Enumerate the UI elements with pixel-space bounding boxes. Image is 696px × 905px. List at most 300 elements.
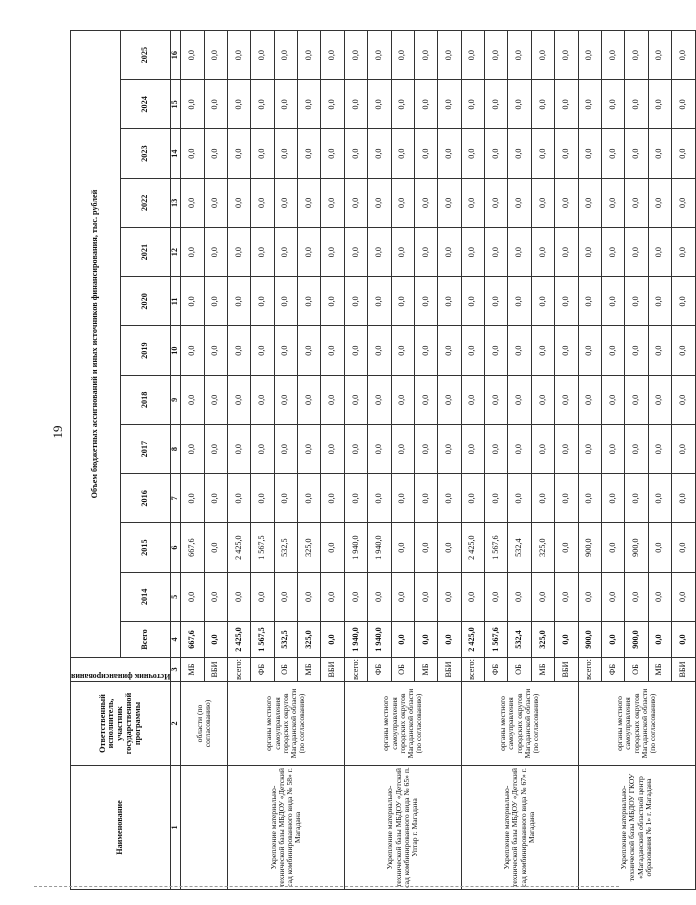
header-year: 2021 [121,228,171,277]
row-value: 0,0 [461,572,484,621]
row-value: 0,0 [555,277,578,326]
row-value: 0,0 [321,375,344,424]
row-value: 0,0 [601,178,624,227]
row-value: 0,0 [672,326,696,375]
row-value: 0,0 [508,474,531,523]
row-source: МБ [531,658,554,682]
row-value: 0,0 [298,326,321,375]
row-value: 0,0 [601,228,624,277]
row-value: 0,0 [227,375,250,424]
row-value: 0,0 [625,375,648,424]
header-source-text: Источник финансирования [71,672,171,681]
row-value: 0,0 [321,80,344,129]
row-value: 0,0 [181,572,204,621]
row-source: МБ [414,658,437,682]
row-value: 0,0 [227,572,250,621]
row-value: 0,0 [601,375,624,424]
row-total: 0,0 [438,622,461,658]
row-value: 0,0 [625,425,648,474]
row-value: 0,0 [368,228,391,277]
row-value: 0,0 [368,31,391,80]
row-value: 0,0 [391,178,414,227]
row-value: 0,0 [601,523,624,572]
row-value: 0,0 [181,425,204,474]
row-name: Укрепление материально-технической базы МБДОУ «Детский сад комбинированного вида № 67» г. Магадана [461,766,578,890]
row-value: 0,0 [344,474,367,523]
row-value: 0,0 [438,228,461,277]
header-executor: Ответственный исполнитель, участник государственной программы [71,682,171,766]
row-value: 0,0 [555,31,578,80]
row-source: ВБИ [321,658,344,682]
row-value: 0,0 [485,277,508,326]
row-value: 0,0 [274,31,297,80]
row-value: 0,0 [274,80,297,129]
row-value: 0,0 [344,178,367,227]
row-value: 0,0 [485,228,508,277]
header-row-numbers [171,31,181,890]
row-value: 0,0 [555,129,578,178]
row-value: 0,0 [672,129,696,178]
row-value: 0,0 [321,178,344,227]
row-value: 0,0 [391,474,414,523]
row-value: 0,0 [648,326,671,375]
row-value: 0,0 [461,326,484,375]
row-value: 0,0 [578,326,601,375]
header-column-number: 11 [171,277,181,326]
row-source: ОБ [625,658,648,682]
row-value: 0,0 [672,375,696,424]
row-value: 0,0 [181,129,204,178]
row-source: ФБ [601,658,624,682]
row-value: 0,0 [344,326,367,375]
row-value: 0,0 [227,277,250,326]
row-value: 0,0 [508,31,531,80]
row-value: 0,0 [625,277,648,326]
row-value: 0,0 [274,326,297,375]
row-value: 0,0 [438,425,461,474]
row-value: 0,0 [508,375,531,424]
row-value: 0,0 [391,326,414,375]
row-value: 0,0 [625,572,648,621]
row-value: 0,0 [368,178,391,227]
row-source: МБ [648,658,671,682]
table-row [578,31,601,890]
row-total: 325,0 [531,622,554,658]
row-value: 0,0 [555,572,578,621]
row-value: 0,0 [461,31,484,80]
row-value: 0,0 [508,425,531,474]
row-value: 0,0 [298,277,321,326]
row-value: 0,0 [368,80,391,129]
row-value: 1 940,0 [368,523,391,572]
row-value: 0,0 [625,129,648,178]
header-total: Всего [121,622,171,658]
row-source: ВБИ [204,658,227,682]
header-year: 2014 [121,572,171,621]
row-value: 0,0 [578,425,601,474]
header-column-number: 15 [171,80,181,129]
row-value: 2 425,0 [227,523,250,572]
row-value: 0,0 [344,129,367,178]
row-value: 0,0 [227,474,250,523]
row-value: 0,0 [181,31,204,80]
row-value: 532,4 [508,523,531,572]
row-value: 0,0 [227,129,250,178]
row-source: ОБ [391,658,414,682]
row-value: 0,0 [672,474,696,523]
row-value: 0,0 [204,572,227,621]
row-source: ФБ [368,658,391,682]
row-value: 0,0 [648,572,671,621]
row-executor: органы местного самоуправления городских округов Магаданской области (по согласованию) [227,682,344,766]
header-year: 2018 [121,375,171,424]
row-value: 0,0 [672,277,696,326]
row-value: 0,0 [321,474,344,523]
row-value: 0,0 [368,129,391,178]
row-value: 0,0 [274,129,297,178]
row-value: 0,0 [508,572,531,621]
row-value: 0,0 [368,326,391,375]
row-value: 0,0 [438,474,461,523]
row-value: 0,0 [344,228,367,277]
row-value: 0,0 [601,425,624,474]
row-value: 0,0 [578,572,601,621]
row-value: 0,0 [344,277,367,326]
header-name: Наименование [71,766,171,890]
row-value: 0,0 [344,31,367,80]
row-value: 0,0 [485,375,508,424]
row-value: 0,0 [601,572,624,621]
row-value: 0,0 [251,474,274,523]
row-value: 0,0 [601,80,624,129]
row-value: 0,0 [298,129,321,178]
row-value: 0,0 [648,228,671,277]
row-value: 0,0 [648,474,671,523]
row-value: 0,0 [578,129,601,178]
row-value: 0,0 [531,80,554,129]
header-column-number: 4 [171,622,181,658]
table-row [227,31,250,890]
row-value: 0,0 [321,326,344,375]
header-row-1 [71,31,121,890]
table-row [461,31,484,890]
row-value: 0,0 [438,178,461,227]
row-value: 0,0 [391,572,414,621]
row-total: 2 425,0 [461,622,484,658]
row-value: 0,0 [274,474,297,523]
row-value: 0,0 [298,375,321,424]
row-value: 0,0 [414,326,437,375]
row-value: 0,0 [251,178,274,227]
row-value: 0,0 [648,31,671,80]
row-value: 0,0 [531,178,554,227]
row-value: 0,0 [531,425,554,474]
row-value: 0,0 [601,31,624,80]
row-value: 0,0 [181,178,204,227]
row-value: 0,0 [508,277,531,326]
row-value: 0,0 [648,178,671,227]
row-total: 0,0 [555,622,578,658]
row-value: 0,0 [391,523,414,572]
row-name: Укрепление материально-технической базы МБДОУ «Детский сад комбинированного вида № 58» г. Магадана [227,766,344,890]
row-value: 0,0 [344,425,367,474]
header-column-number: 13 [171,178,181,227]
header-year: 2025 [121,31,171,80]
row-value: 0,0 [461,178,484,227]
row-value: 0,0 [414,129,437,178]
row-total: 532,5 [274,622,297,658]
row-source: всего: [578,658,601,682]
row-value: 0,0 [485,129,508,178]
row-value: 0,0 [274,375,297,424]
row-value: 0,0 [578,474,601,523]
header-year: 2023 [121,129,171,178]
row-value: 0,0 [625,178,648,227]
rotated-table-wrapper [70,30,687,890]
row-value: 0,0 [298,228,321,277]
row-value: 0,0 [321,129,344,178]
row-value: 0,0 [438,129,461,178]
header-column-number: 2 [171,682,181,766]
row-value: 0,0 [531,375,554,424]
row-total: 0,0 [648,622,671,658]
row-total: 0,0 [672,622,696,658]
row-value: 0,0 [601,277,624,326]
row-value: 0,0 [204,129,227,178]
row-value: 0,0 [321,228,344,277]
row-source: ВБИ [672,658,696,682]
row-value: 0,0 [578,375,601,424]
row-value: 0,0 [181,277,204,326]
row-value: 0,0 [508,80,531,129]
row-total: 1 567,6 [485,622,508,658]
row-value: 0,0 [555,228,578,277]
row-value: 0,0 [298,80,321,129]
row-value: 0,0 [368,572,391,621]
row-value: 0,0 [578,80,601,129]
row-value: 0,0 [344,80,367,129]
row-value: 0,0 [414,474,437,523]
row-value: 0,0 [625,80,648,129]
row-name: Укрепление материально-технической базы МБДОУ «Детский сад комбинированного вида № 65» п. Уптар г. Магадана [344,766,461,890]
row-value: 0,0 [181,228,204,277]
row-value: 0,0 [368,474,391,523]
row-value: 0,0 [555,474,578,523]
row-value: 0,0 [368,425,391,474]
row-value: 0,0 [625,228,648,277]
row-source: ВБИ [555,658,578,682]
row-value: 0,0 [251,572,274,621]
row-total: 2 425,0 [227,622,250,658]
row-value: 0,0 [601,326,624,375]
row-value: 0,0 [274,277,297,326]
row-value: 0,0 [321,572,344,621]
row-value: 0,0 [204,277,227,326]
header-column-number: 12 [171,228,181,277]
row-value: 0,0 [227,326,250,375]
row-value: 0,0 [531,572,554,621]
header-column-number: 3 [171,658,181,682]
row-value: 0,0 [204,523,227,572]
row-value: 0,0 [461,277,484,326]
row-value: 0,0 [485,326,508,375]
row-value: 325,0 [298,523,321,572]
row-total: 0,0 [414,622,437,658]
row-value: 0,0 [531,228,554,277]
row-value: 0,0 [391,129,414,178]
row-source: всего: [227,658,250,682]
header-column-number: 9 [171,375,181,424]
row-value: 0,0 [414,425,437,474]
row-total: 0,0 [391,622,414,658]
row-value: 0,0 [438,326,461,375]
row-value: 0,0 [555,523,578,572]
row-value: 0,0 [251,80,274,129]
row-value: 0,0 [321,31,344,80]
row-value: 0,0 [648,80,671,129]
row-value: 0,0 [298,31,321,80]
row-value: 0,0 [227,178,250,227]
row-value: 0,0 [204,80,227,129]
row-value: 0,0 [227,228,250,277]
header-column-number: 10 [171,326,181,375]
row-value: 0,0 [485,572,508,621]
row-value: 0,0 [181,375,204,424]
row-value: 0,0 [368,375,391,424]
row-value: 1 940,0 [344,523,367,572]
header-year: 2022 [121,178,171,227]
row-total: 1 940,0 [344,622,367,658]
row-value: 0,0 [461,474,484,523]
row-value: 0,0 [438,80,461,129]
row-value: 0,0 [625,474,648,523]
row-value: 0,0 [344,572,367,621]
row-value: 0,0 [391,375,414,424]
row-value: 0,0 [344,375,367,424]
row-value: 0,0 [672,425,696,474]
row-value: 0,0 [672,572,696,621]
row-value: 1 567,6 [485,523,508,572]
bottom-rule [34,886,619,887]
row-value: 0,0 [298,572,321,621]
row-value: 0,0 [181,326,204,375]
row-name [181,766,228,890]
row-value: 0,0 [648,523,671,572]
header-source [71,658,171,682]
row-value: 0,0 [251,326,274,375]
row-name: Укрепление материально-технической базы МБДОУ ГКОУ «Магаданский областной центр образования № 1» г. Магадана [578,766,695,890]
row-executor: органы местного самоуправления городских округов Магаданской области (по согласованию) [578,682,695,766]
header-column-number: 6 [171,523,181,572]
row-value: 0,0 [461,228,484,277]
header-year: 2019 [121,326,171,375]
row-source: ОБ [274,658,297,682]
row-value: 0,0 [274,178,297,227]
row-value: 0,0 [461,425,484,474]
row-value: 0,0 [578,31,601,80]
row-value: 0,0 [204,474,227,523]
row-value: 0,0 [204,228,227,277]
row-value: 0,0 [508,228,531,277]
row-value: 0,0 [251,31,274,80]
row-value: 0,0 [368,277,391,326]
row-value: 0,0 [555,178,578,227]
row-value: 0,0 [298,178,321,227]
row-value: 0,0 [531,474,554,523]
row-value: 0,0 [531,129,554,178]
header-year: 2017 [121,425,171,474]
row-value: 0,0 [251,129,274,178]
row-value: 0,0 [508,326,531,375]
row-value: 0,0 [414,375,437,424]
row-value: 0,0 [601,474,624,523]
row-total: 0,0 [321,622,344,658]
header-column-number: 16 [171,31,181,80]
row-source: МБ [298,658,321,682]
row-value: 532,5 [274,523,297,572]
header-column-number: 5 [171,572,181,621]
row-value: 0,0 [391,228,414,277]
row-value: 0,0 [321,277,344,326]
row-total: 1 940,0 [368,622,391,658]
row-value: 0,0 [204,425,227,474]
row-value: 0,0 [461,375,484,424]
row-value: 0,0 [204,31,227,80]
row-value: 0,0 [555,425,578,474]
row-value: 0,0 [461,129,484,178]
row-value: 0,0 [251,425,274,474]
row-total: 900,0 [578,622,601,658]
row-value: 0,0 [485,474,508,523]
header-year: 2024 [121,80,171,129]
header-column-number: 8 [171,425,181,474]
row-value: 0,0 [414,80,437,129]
row-value: 0,0 [298,474,321,523]
row-value: 0,0 [251,228,274,277]
row-value: 0,0 [625,326,648,375]
row-executor: органы местного самоуправления городских округов Магаданской области (по согласованию) [461,682,578,766]
row-value: 0,0 [625,31,648,80]
row-value: 0,0 [391,425,414,474]
row-value: 0,0 [461,80,484,129]
row-value: 0,0 [672,228,696,277]
row-value: 0,0 [414,228,437,277]
table-row [181,31,204,890]
row-value: 0,0 [555,80,578,129]
row-value: 0,0 [648,425,671,474]
row-value: 0,0 [251,277,274,326]
row-source: МБ [181,658,204,682]
header-column-number: 1 [171,766,181,890]
row-value: 0,0 [438,375,461,424]
row-total: 900,0 [625,622,648,658]
row-total: 0,0 [601,622,624,658]
row-value: 0,0 [414,277,437,326]
row-value: 0,0 [578,277,601,326]
row-value: 0,0 [251,375,274,424]
row-source: ОБ [508,658,531,682]
row-value: 0,0 [321,425,344,474]
row-value: 0,0 [227,80,250,129]
row-value: 325,0 [531,523,554,572]
row-value: 0,0 [391,80,414,129]
row-value: 0,0 [181,80,204,129]
row-value: 0,0 [672,523,696,572]
row-value: 0,0 [438,523,461,572]
row-source: ВБИ [438,658,461,682]
row-value: 0,0 [485,80,508,129]
row-value: 0,0 [648,129,671,178]
